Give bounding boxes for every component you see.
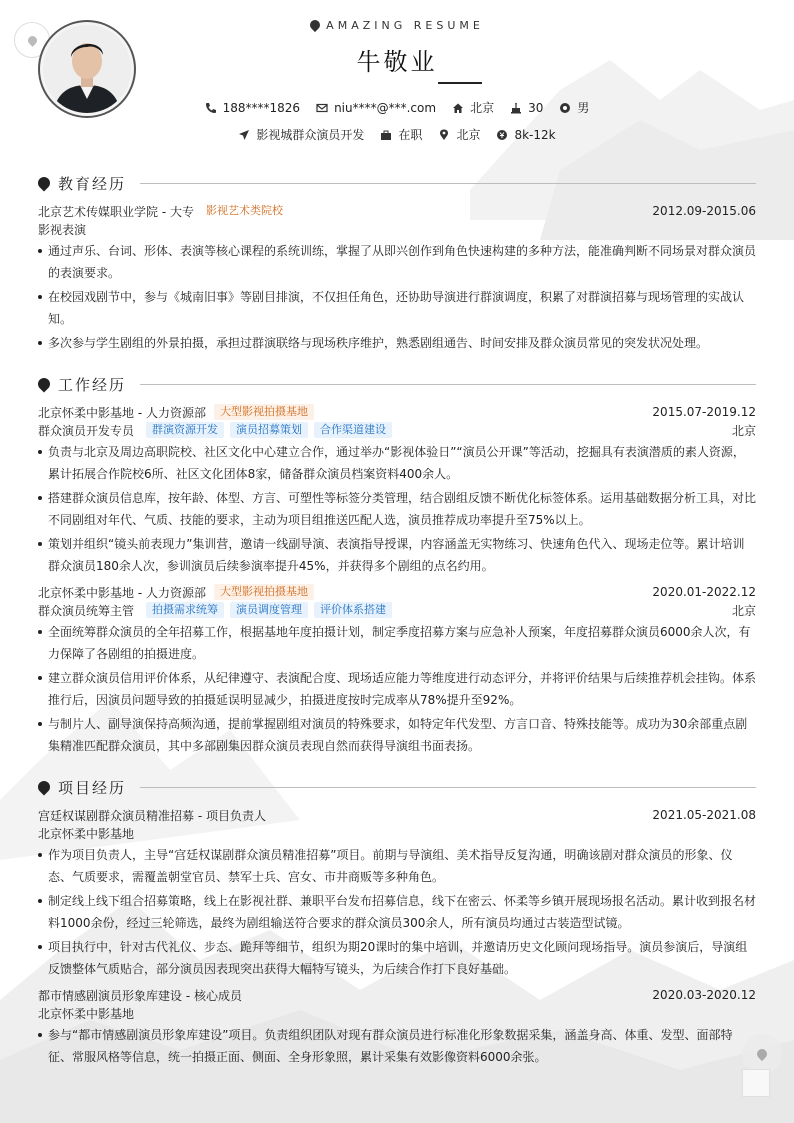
- brand-header: [0, 19, 794, 32]
- job-role: 群众演员开发专员: [38, 423, 135, 438]
- home-icon: [452, 102, 464, 114]
- work-city: 北京: [731, 423, 756, 438]
- bullet-item: 作为项目负责人，主导“宫廷权谋剧群众演员精准招募”项目。前期与导演组、美术指导反复沟通，明确该剧对群众演员的形象、仪态、气质要求，需覆盖朝堂官员、禁军士兵、宫女、市井商贩等多种角色。: [38, 844, 756, 888]
- location-text: 北京: [456, 128, 481, 142]
- bullet-item: 项目执行中，针对古代礼仪、步态、跪拜等细节，组织为期20课时的集中培训，并邀请历史文化顾问现场指导。演员参演后，导演组反馈整体气质贴合，部分演员因表现突出获得大幅特写镜头，为后续合作打下良好基础。: [38, 936, 756, 980]
- bullet-item: 制定线上线下组合招募策略，线上在影视社群、兼职平台发布招募信息，线下在密云、怀柔等乡镇开展现场报名活动。累计收到报名材料1000余份，经过三轮筛选，最终为剧组输送符合要求的群众演员300余人，所有演员均通过古装造型试镜。: [38, 890, 756, 934]
- gender-text: 男: [577, 101, 590, 115]
- education-entry: [38, 202, 756, 354]
- email-icon: [316, 102, 328, 114]
- info-status: [380, 126, 422, 143]
- drop-icon: [755, 1047, 769, 1061]
- work-bullets: [38, 441, 756, 577]
- decor-box: [742, 1069, 770, 1097]
- project-place: 北京怀柔中影基地: [38, 826, 135, 841]
- drop-icon: [308, 18, 322, 32]
- school-tag: 影视艺术类院校: [205, 204, 283, 217]
- divider: [140, 384, 756, 385]
- bullet-item: 策划并组织“镜头前表现力”集训营，邀请一线副导演、表演指导授课，内容涵盖无实物练习、快速角色代入、现场走位等。累计培训群众演员180余人次，参训演员后续参演率提升45%，并获得多个剧组的点名约用。: [38, 533, 756, 577]
- bullet-item: 全面统筹群众演员的全年招募工作，根据基地年度拍摄计划，制定季度招募方案与应急补人预案，年度招募群众演员6000余人次，有力保障了各剧组的拍摄进度。: [38, 621, 756, 665]
- salary-text: 8k-12k: [514, 127, 556, 142]
- project-bullets: [38, 844, 756, 980]
- name-underline: [438, 82, 482, 84]
- skill-tag: 拍摄需求统筹: [146, 602, 224, 618]
- info-position: [238, 126, 364, 143]
- status-icon: [380, 129, 392, 141]
- project-entry-2: [38, 986, 756, 1068]
- skill-tag: 群演资源开发: [146, 422, 224, 438]
- info-gender: [559, 99, 589, 116]
- project-entry-1: [38, 806, 756, 980]
- skill-tag: 演员调度管理: [230, 602, 308, 618]
- age-text: 30: [528, 100, 544, 115]
- bullet-item: 通过声乐、台词、形体、表演等核心课程的系统训练，掌握了从即兴创作到角色快速构建的多种方法，能准确判断不同场景对群众演员的表演要求。: [38, 240, 756, 284]
- education-bullets: [38, 240, 756, 354]
- company-tag: 大型影视拍摄基地: [214, 404, 314, 420]
- status-text: 在职: [398, 128, 423, 142]
- project-title: 都市情感剧演员形象库建设 - 核心成员: [38, 988, 242, 1003]
- decor-bubble: [742, 1034, 782, 1074]
- drop-icon: [36, 376, 53, 393]
- contact-row: [0, 99, 794, 116]
- divider: [140, 183, 756, 184]
- project-date: 2020.03-2020.12: [652, 988, 756, 1002]
- cake-icon: [510, 102, 522, 114]
- company-name: 北京怀柔中影基地 - 人力资源部: [38, 405, 206, 420]
- section-work: [38, 374, 756, 394]
- phone-text: 188****1826: [222, 100, 301, 115]
- send-icon: [238, 129, 250, 141]
- company-name: 北京怀柔中影基地 - 人力资源部: [38, 585, 206, 600]
- company-tag: 大型影视拍摄基地: [214, 584, 314, 600]
- section-education: [38, 173, 756, 193]
- bullet-item: 搭建群众演员信息库，按年龄、体型、方言、可塑性等标签分类管理，结合剧组反馈不断优化标签体系。运用基础数据分析工具，对比不同剧组对年代、气质、技能的要求，主动为项目组推送匹配人选，演员推荐成功率提升至75%以上。: [38, 487, 756, 531]
- section-title: 项目经历: [58, 778, 127, 797]
- section-title: 教育经历: [58, 174, 127, 193]
- email-text: niu****@***.com: [334, 100, 437, 115]
- info-salary: [496, 128, 555, 142]
- bullet-item: 负责与北京及周边高职院校、社区文化中心建立合作，通过举办“影视体验日”“演员公开课”等活动，挖掘具有表演潜质的素人资源，累计拓展合作院校6所、社区文化团体8家，储备群众演员档案资料400余人。: [38, 441, 756, 485]
- position-text: 影视城群众演员开发: [256, 128, 365, 142]
- info-home: [452, 99, 494, 116]
- info-location: [438, 126, 480, 143]
- drop-icon: [36, 175, 53, 192]
- work-date: 2015.07-2019.12: [652, 405, 756, 419]
- location-icon: [438, 129, 450, 141]
- drop-icon: [36, 779, 53, 796]
- school-name: 北京艺术传媒职业学院 - 大专: [38, 204, 194, 219]
- project-title: 宫廷权谋剧群众演员精准招募 - 项目负责人: [38, 808, 266, 823]
- project-bullets: [38, 1024, 756, 1068]
- work-entry-1: [38, 403, 756, 577]
- info-age: [510, 101, 543, 115]
- work-entry-2: [38, 583, 756, 757]
- divider: [140, 787, 756, 788]
- work-bullets: [38, 621, 756, 757]
- project-date: 2021.05-2021.08: [652, 808, 756, 822]
- education-date: 2012.09-2015.06: [652, 204, 756, 218]
- skill-tag: 评价体系搭建: [314, 602, 392, 618]
- salary-icon: [496, 129, 508, 141]
- skill-tag: 合作渠道建设: [314, 422, 392, 438]
- work-date: 2020.01-2022.12: [652, 585, 756, 599]
- phone-icon: [205, 102, 217, 114]
- job-role: 群众演员统筹主管: [38, 603, 135, 618]
- bullet-item: 多次参与学生剧组的外景拍摄，承担过群演联络与现场秩序维护，熟悉剧组通告、时间安排及群众演员常见的突发状况处理。: [38, 332, 756, 354]
- bullet-item: 与制片人、副导演保持高频沟通，提前掌握剧组对演员的特殊要求，如特定年代发型、方言口音、特殊技能等。成功为30余部重点剧集精准匹配群众演员，其中多部剧集因群众演员表现自然而获得导演组书面表扬。: [38, 713, 756, 757]
- candidate-name: 牛敬业: [356, 48, 438, 76]
- project-place: 北京怀柔中影基地: [38, 1006, 135, 1021]
- home-text: 北京: [470, 101, 495, 115]
- section-title: 工作经历: [58, 375, 127, 394]
- skill-tag: 演员招募策划: [230, 422, 308, 438]
- brand-text: AMAZING RESUME: [326, 19, 484, 32]
- major: 影视表演: [38, 222, 87, 237]
- info-email: [316, 101, 436, 115]
- info-phone: [205, 101, 300, 115]
- intent-row: [0, 126, 794, 143]
- bullet-item: 建立群众演员信用评价体系，从纪律遵守、表演配合度、现场适应能力等维度进行动态评分，并将评价结果与后续推荐机会挂钩。体系推行后，因演员问题导致的拍摄延误明显减少，拍摄进度按时完成率从78%提升至92%。: [38, 667, 756, 711]
- section-project: [38, 777, 756, 797]
- bullet-item: 在校园戏剧节中，参与《城南旧事》等剧目排演，不仅担任角色，还协助导演进行群演调度，积累了对群演招募与现场管理的实战认知。: [38, 286, 756, 330]
- gender-icon: [559, 102, 571, 114]
- bullet-item: 参与“都市情感剧演员形象库建设”项目。负责组织团队对现有群众演员进行标准化形象数据采集，涵盖身高、体重、发型、面部特征、常服风格等信息，统一拍摄正面、侧面、全身形象照，累计采集有效影像资料6000余张。: [38, 1024, 756, 1068]
- work-city: 北京: [731, 603, 756, 618]
